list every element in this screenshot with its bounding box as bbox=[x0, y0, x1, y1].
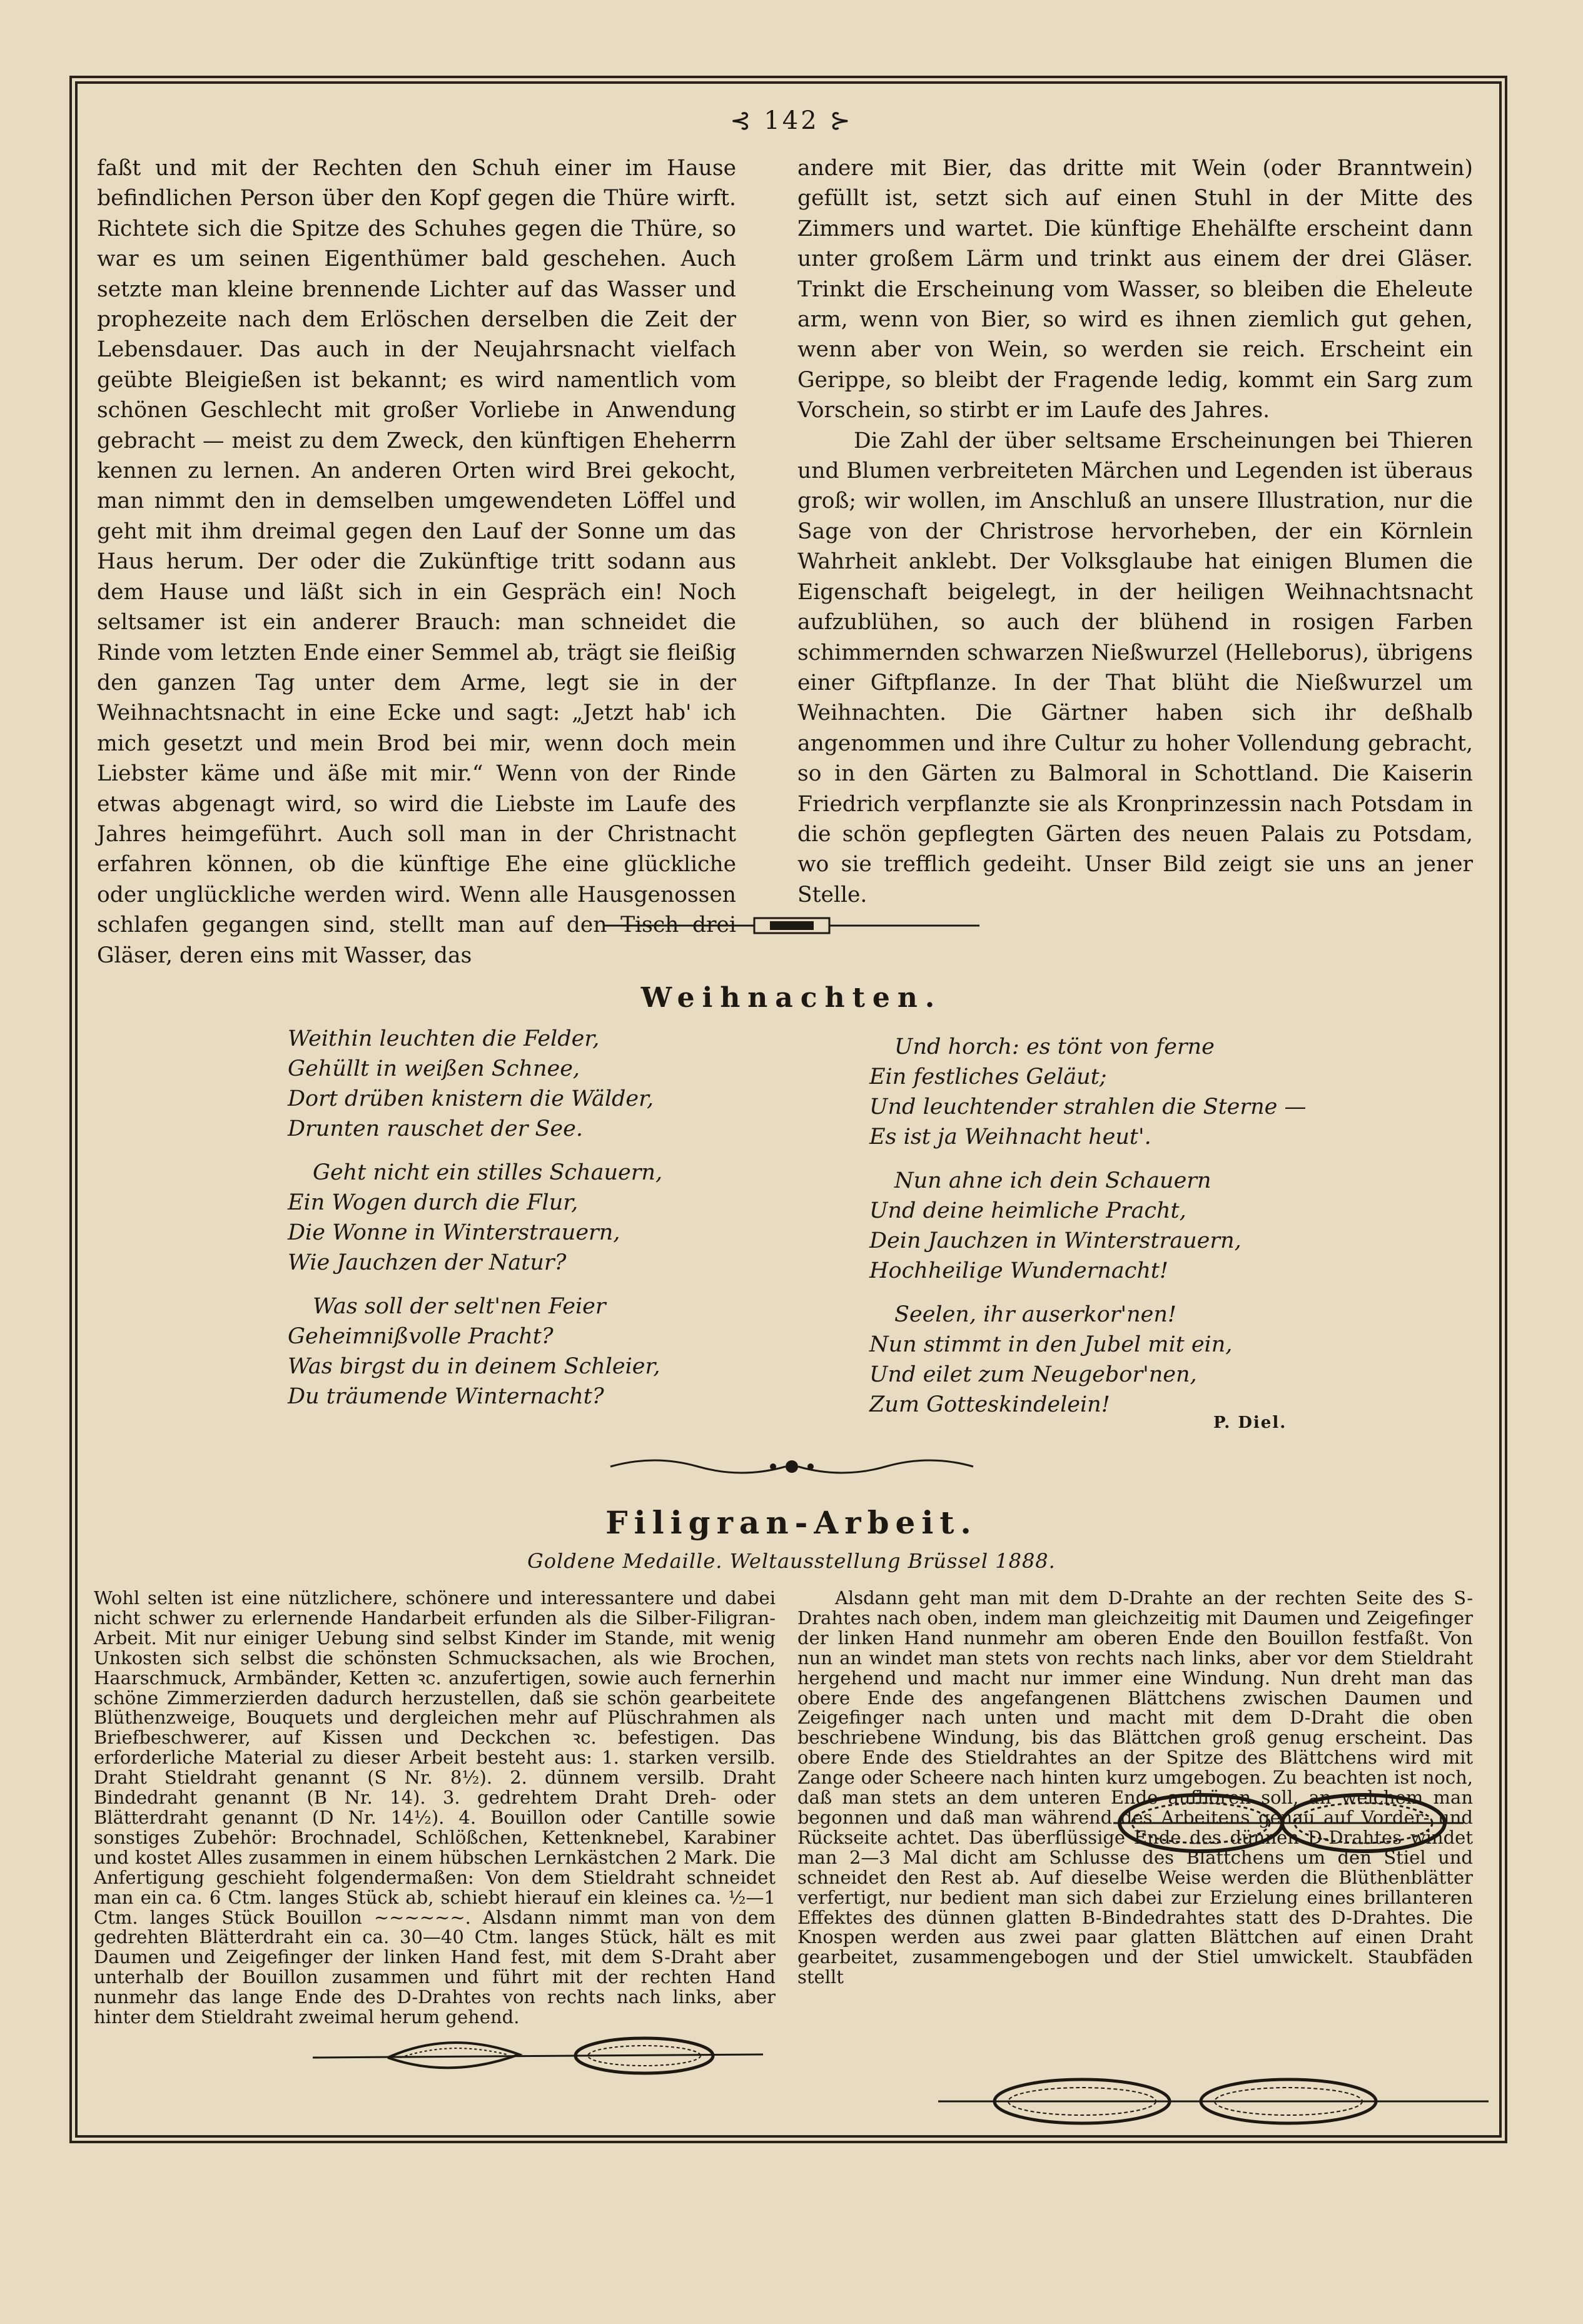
paragraph: faßt und mit der Rechten den Schuh einer im Hause befindlichen Person über den Kopf gegen die Thüre wirft. Richtete sich die Spitze des Schuhes gegen die Thüre, so war es um seinen Eigenthümer bald geschehen. Auch setzte man kleine brennende Lichter auf das Wasser und prophezeite nach dem Erlöschen derselben die Zeit der Lebensdauer. Das auch in der Neujahrsnacht vielfach geübte Bleigießen ist bekannt; es wird namentlich vom schönen Geschlecht mit großer Vorliebe in Anwendung gebracht — meist zu dem Zweck, den künftigen Eheherrn kennen zu lernen. An anderen Orten wird Brei gekocht, man nimmt den in demselben umgewendeten Löffel und geht mit ihm dreimal gegen den Lauf der Sonne um das Haus herum. Der oder die Zukünftige tritt sodann aus dem Hause und läßt sich in ein Gespräch ein! Noch seltsamer ist ein anderer Brauch: man schneidet die Rinde vom letzten Ende einer Semmel ab, trägt sie fleißig den ganzen Tag unter dem Arme, legt sie in der Weihnachtsnacht in eine Ecke und sagt: „Jetzt hab' ich mich gesetzt und mein Brod bei mir, wenn doch mein Liebster käme und äße mit mir.“ Wenn von der Rinde etwas abgenagt wird, so wird die Liebste im Laufe des Jahres heimgeführt. Auch soll man in der Christnacht erfahren können, ob die künftige Ehe eine glückliche oder unglückliche werden wird. Wenn alle Hausgenossen schlafen gegangen sind, stellt man auf den Tisch drei Gläser, deren eins mit Wasser, das bbox=[97, 156, 736, 968]
column-right-top bbox=[797, 153, 1473, 910]
divider-ornament bbox=[0, 913, 1583, 941]
paragraph: andere mit Bier, das dritte mit Wein (oder Branntwein) gefüllt ist, setzt sich auf einen Stuhl in der Mitte des Zimmers und wartet. Die künftige Ehehälfte erscheint dann unter großem Lärm und trinkt aus einem der drei Gläser. Trinkt die Erscheinung vom Wasser, so bleiben die Eheleute arm, wenn von Bier, so wird es ihnen ziemlich gut gehen, wenn aber von Wein, so werden sie reich. Erscheint ein Gerippe, so bleibt der Fragende ledig, kommt ein Sarg zum Vorschein, so stirbt er im Laufe des Jahres. bbox=[797, 156, 1473, 423]
verse-line: Seelen, ihr auserkor'nen! bbox=[894, 1302, 1177, 1327]
ornament-left-icon: ⊰ bbox=[730, 106, 754, 135]
verse-line: Nun ahne ich dein Schauern bbox=[894, 1168, 1211, 1193]
paragraph: Die Zahl der über seltsame Erscheinungen bei Thieren und Blumen verbreiteten Märchen und Legenden ist überaus groß; wir wollen, im Anschluß an unsere Illustration, nur die Sage von der Christrose hervorheben, der ein Körnlein Wahrheit anklebt. Der Volksglaube hat einigen Blumen die Eigenschaft beigelegt, in der heiligen Weihnachtsnacht aufzublühen, so auch der blühend in rosigen Farben schimmernden schwarzen Nießwurzel (Helleborus), übrigens einer Giftpflanze. In der That blüht die Nießwurzel um Weihnachten. Die Gärtner haben sich ihr deßhalb angenommen und ihre Cultur zu hoher Vollendung gebracht, so in den Gärten zu Balmoral in Schottland. Die Kaiserin Friedrich verpflanzte sie als Kronprinzessin nach Potsdam in die schön gepflegten Gärten des neuen Palais zu Potsdam, wo sie trefflich gedeiht. Unser Bild zeigt sie uns an jener Stelle. bbox=[797, 428, 1473, 907]
verse-line: Es ist ja Weihnacht heut'. bbox=[869, 1124, 1151, 1149]
verse-line: Nun stimmt in den Jubel mit ein, bbox=[869, 1332, 1233, 1357]
verse-line: Was soll der selt'nen Feier bbox=[313, 1294, 606, 1319]
verse-line: Geheimnißvolle Pracht? bbox=[288, 1324, 554, 1349]
verse-line: Und leuchtender strahlen die Sterne — bbox=[869, 1094, 1307, 1119]
wire-leaf-icon bbox=[313, 2023, 763, 2086]
article-subtitle: Goldene Medaille. Weltausstellung Brüssel 1888. bbox=[527, 1549, 1056, 1573]
poem-title: Weihnachten. bbox=[640, 982, 943, 1014]
verse-line: Hochheilige Wundernacht! bbox=[869, 1258, 1168, 1283]
divider-ornament bbox=[0, 1451, 1583, 1485]
verse-line: Die Wonne in Winterstrauern, bbox=[288, 1220, 620, 1245]
filigree-leaf-illustration bbox=[1113, 1782, 1464, 1866]
stanza bbox=[869, 1300, 1307, 1420]
poem-column-left bbox=[288, 1024, 726, 1425]
paragraph: Alsdann geht man mit dem D-Drahte an der rechten Seite des S-Drahtes nach oben, indem man gleichzeitig mit Daumen und Zeigefinger der linken Hand nunmehr am oberen Ende den Bouillon festfaßt. Von nun an windet man stets von rechts nach links, aber vor dem Stieldraht hergehend und macht nur immer eine Windung. Nun dreht man das obere Ende des angefangenen Blättchens zwischen Daumen und Zeigefinger nach unten und macht mit dem D-Draht die oben beschriebene Windung, bis das Blättchen groß genug erscheint. Das obere Ende des Stieldrahtes an der Spitze des Blättchens wird mit Zange oder Scheere nach hinten kurz umgebogen. Zu beachten ist noch, daß man stets an dem unteren Ende aufhören soll, an welchem man begonnen und daß man während des Arbeitens genau auf Vorder- und Rückseite achtet. Das überflüssige Ende des dünnen D-Drahtes windet man 2—3 Mal dicht am Schlusse des Blättchens um den Stiel und schneidet den Rest ab. Auf dieselbe Weise werden die Blüthenblätter verfertigt, nur bedient man sich dabei zur Erzielung eines brillanteren Effektes des dünnen glatten B-Bindedrahtes statt des D-Drahtes. Die Knospen werden aus zwei paar glatten Blättchen auf einen Draht gearbeitet, zusammengebogen und der Stiel umwickelt. Staubfäden stellt bbox=[797, 1587, 1473, 1988]
page-number bbox=[0, 106, 1583, 135]
verse-line: Geht nicht ein stilles Schauern, bbox=[313, 1160, 663, 1185]
verse-line: Und eilet zum Neugebor'nen, bbox=[869, 1362, 1197, 1387]
verse-line: Ein Wogen durch die Flur, bbox=[288, 1190, 579, 1215]
filigree-wire-illustration bbox=[313, 2023, 763, 2088]
verse-line: Drunten rauschet der See. bbox=[288, 1116, 583, 1141]
poem-author: P. Diel. bbox=[1213, 1413, 1287, 1432]
verse-line: Ein festliches Geläut; bbox=[869, 1064, 1107, 1089]
verse-line: Und deine heimliche Pracht, bbox=[869, 1198, 1186, 1223]
verse-line: Dein Jauchzen in Winterstrauern, bbox=[869, 1228, 1242, 1253]
verse-line: Und horch: es tönt von ferne bbox=[894, 1034, 1215, 1059]
stanza bbox=[288, 1291, 726, 1412]
verse-line: Wie Jauchzen der Natur? bbox=[288, 1250, 567, 1275]
page-number-text: 142 bbox=[764, 106, 819, 135]
stanza bbox=[288, 1024, 726, 1144]
column-left-top bbox=[97, 153, 736, 971]
scroll-ornament-icon bbox=[604, 1451, 979, 1482]
ornament-right-icon: ⊱ bbox=[829, 106, 853, 135]
verse-line: Dort drüben knistern die Wälder, bbox=[288, 1086, 654, 1111]
article-column-left bbox=[94, 1589, 776, 2028]
stanza bbox=[869, 1032, 1307, 1152]
stanza bbox=[288, 1158, 726, 1278]
leaf-pair-icon bbox=[1113, 1782, 1464, 1864]
paragraph: Wohl selten ist eine nützlichere, schönere und interessantere und dabei nicht schwer zu erlernende Handarbeit erfunden als die Silber-Filigran-Arbeit. Mit nur einiger Uebung sind selbst Kinder im Stande, mit wenig Unkosten sich selbst die schönsten Schmucksachen, als wie Brochen, Haarschmuck, Armbänder, Ketten ꝛc. anzufertigen, sowie auch fernerhin schöne Zimmerzierden dadurch herzustellen, daß sie schön gearbeitete Blüthenzweige, Bouquets und dergleichen mehr auf Plüschrahmen als Briefbeschwerer, auf Kissen und Deckchen ꝛc. befestigen. Das erforderliche Material zu dieser Arbeit besteht aus: 1. starken versilb. Draht Stieldraht genannt (S Nr. 8½). 2. dünnem versilb. Draht Bindedraht genannt (B Nr. 14). 3. gedrehtem Draht Dreh- oder Blätterdraht genannt (D Nr. 14½). 4. Bouillon oder Cantille sowie sonstiges Zubehör: Brochnadel, Schlößchen, Kettenknebel, Karabiner und kostet Alles zusammen in einem hübschen Lernkästchen 2 Mark. Die Anfertigung geschieht folgendermaßen: Von dem Stieldraht schneidet man ein ca. 6 Ctm. langes Stück ab, schiebt hierauf ein kleines ca. ½—1 Ctm. langes Stück Bouillon ~~~~~~. Alsdann nimmt man von dem gedrehten Blätterdraht ein ca. 30—40 Ctm. langes Stück, hält es mit Daumen und Zeigefinger der linken Hand fest, mit dem S-Draht aber unterhalb der Bouillon zusammen und führt mit der rechten Hand nunmehr das lange Ende des D-Drahtes von rechts nach links, aber hinter dem Stieldraht zweimal herum gehend. bbox=[94, 1587, 776, 2028]
verse-line: Zum Gotteskindelein! bbox=[869, 1392, 1110, 1417]
poem-column-right bbox=[869, 1032, 1307, 1433]
filigree-bud-illustration bbox=[938, 2070, 1489, 2135]
verse-line: Weithin leuchten die Felder, bbox=[288, 1026, 600, 1051]
stanza bbox=[869, 1166, 1307, 1286]
verse-line: Du träumende Winternacht? bbox=[288, 1384, 604, 1409]
divider-ornament-icon bbox=[604, 913, 979, 938]
article-title: Filigran-Arbeit. bbox=[605, 1504, 978, 1541]
verse-line: Gehüllt in weißen Schnee, bbox=[288, 1056, 580, 1081]
bud-chain-icon bbox=[938, 2070, 1489, 2133]
verse-line: Was birgst du in deinem Schleier, bbox=[288, 1354, 660, 1379]
